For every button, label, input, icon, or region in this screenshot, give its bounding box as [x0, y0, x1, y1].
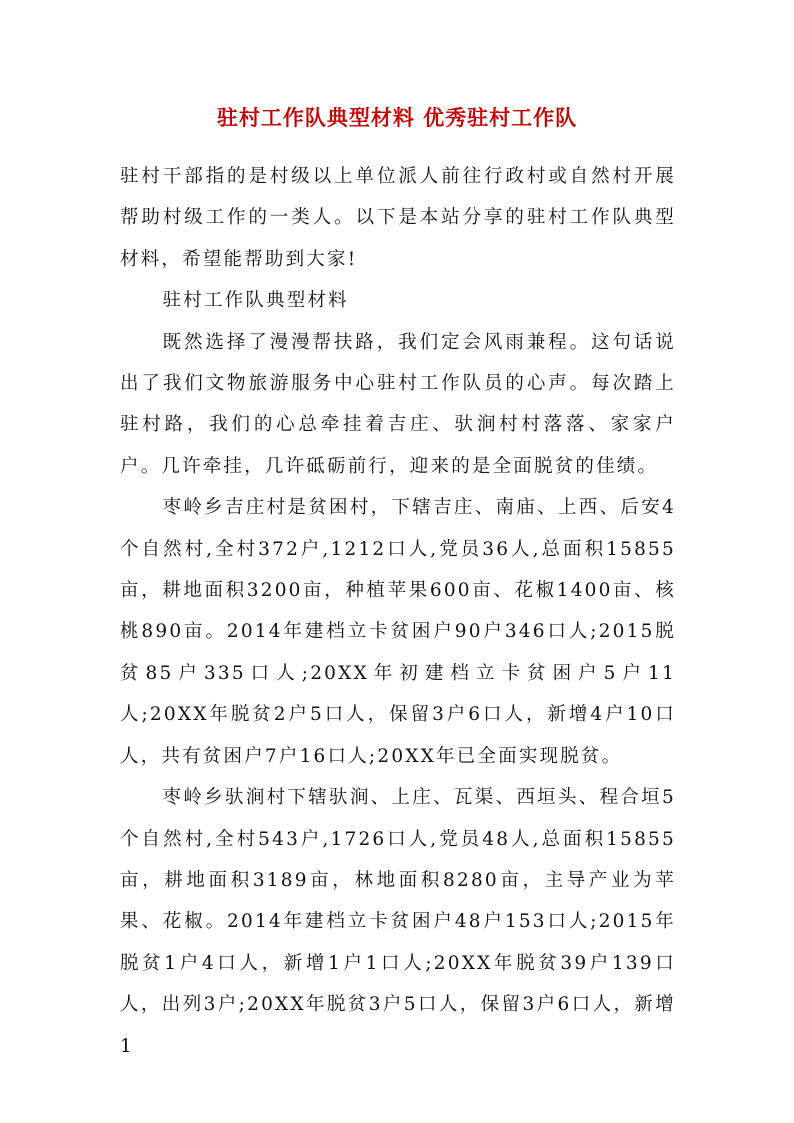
intro-paragraph: 驻村干部指的是村级以上单位派人前往行政村或自然村开展帮助村级工作的一类人。以下是本站分享的驻村工作队典型材料，希望能帮助到大家! [120, 166, 676, 270]
document-body [120, 156, 676, 1067]
body-paragraph: 枣岭乡驮涧村下辖驮涧、上庄、瓦渠、西垣头、程合垣5个自然村,全村543户,1726口人,党员48人,总面积15855亩，耕地面积3189亩，林地面积8280亩，主导产业为苹果、花椒。2014年建档立卡贫困户48户153口人;2015年脱贫1户4口人，新增1户1口人;20XX年脱贫39户139口人，出列3户;20XX年脱贫3户5口人，保留3户6口人，新增1 [120, 787, 676, 1057]
document-title: 驻村工作队典型材料 优秀驻村工作队 [216, 105, 578, 130]
body-paragraph: 既然选择了漫漫帮扶路，我们定会风雨兼程。这句话说出了我们文物旅游服务中心驻村工作队员的心声。每次踏上驻村路，我们的心总牵挂着吉庄、驮涧村村落落、家家户户。几许牵挂，几许砥砺前行，迎来的是全面脱贫的佳绩。 [120, 331, 676, 477]
section-heading: 驻村工作队典型材料 [162, 290, 349, 312]
body-paragraph: 枣岭乡吉庄村是贫困村，下辖吉庄、南庙、上西、后安4个自然村,全村372户,1212口人,党员36人,总面积15855亩，耕地面积3200亩，种植苹果600亩、花椒1400亩、核桃890亩。2014年建档立卡贫困户90户346口人;2015脱贫85户335口人;20XX年初建档立卡贫困户5户11人;20XX年脱贫2户5口人，保留3户6口人，新增4户10口人，共有贫困户7户16口人;20XX年已全面实现脱贫。 [120, 497, 676, 767]
